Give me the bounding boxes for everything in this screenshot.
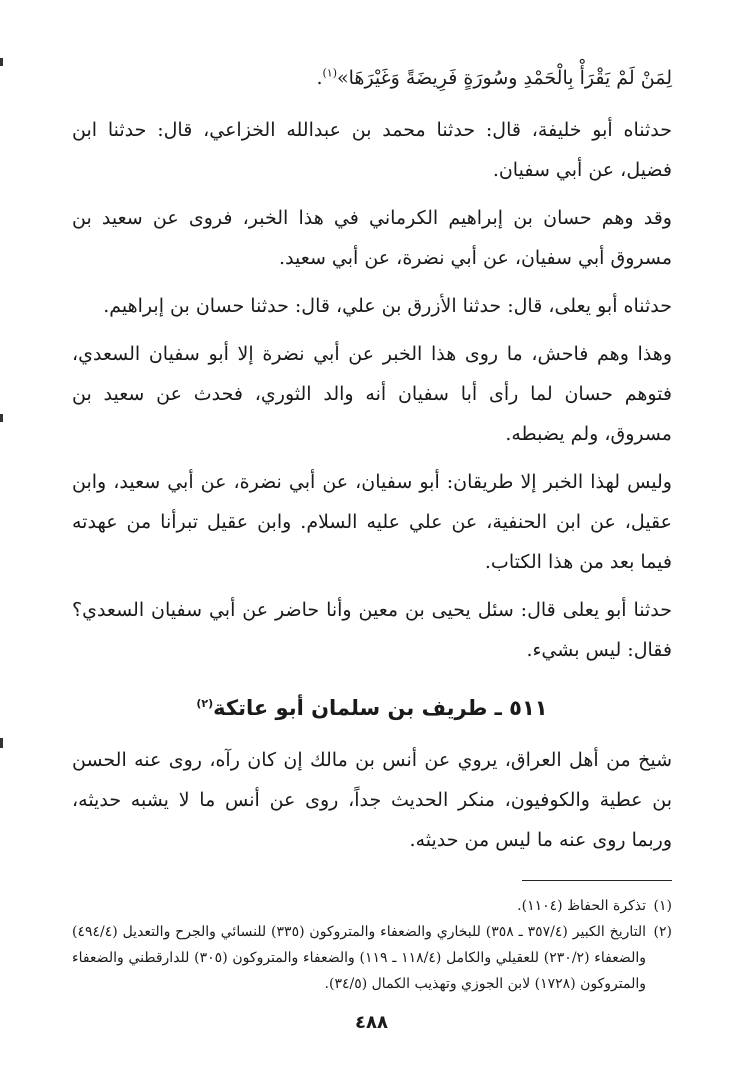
footnotes xyxy=(72,893,672,997)
paragraph-1 xyxy=(72,58,672,98)
paragraph-4: حدثناه أبو يعلى، قال: حدثنا الأزرق بن علي، قال: حدثنا حسان بن إبراهيم. xyxy=(103,295,672,317)
paragraph-3: وقد وهم حسان بن إبراهيم الكرماني في هذا الخبر، فروى عن سعيد بن مسروق أبي سفيان، عن أبي نضرة، عن أبي سعيد. xyxy=(72,207,672,269)
footnote-text: تذكرة الحفاظ (١١٠٤). xyxy=(517,898,646,914)
section-heading-text: ٥١١ ـ طريف بن سلمان أبو عاتكة xyxy=(213,696,548,720)
footnote-item-2 xyxy=(72,919,672,997)
paragraph-2: حدثناه أبو خليفة، قال: حدثنا محمد بن عبدالله الخزاعي، قال: حدثنا ابن فضيل، عن أبي سفيان. xyxy=(72,119,672,181)
footnote-text: التاريخ الكبير (٣٥٧/٤ ـ ٣٥٨) للبخاري والضعفاء والمتروكون (٣٣٥) للنسائي والجرح والتعديل (٤٩٤/٤) والضعفاء (٢٣٠/٢) للعقيلي والكامل (١١٨/٤ ـ ١١٩) والضعفاء والمتروكون (٣٠٥) للدارقطني والضعفاء والمتروكون (١٧٢٨) لابن الجوزي وتهذيب الكمال (٣٤/٥). xyxy=(72,924,646,992)
paragraph-7: حدثنا أبو يعلى قال: سئل يحيى بن معين وأنا حاضر عن أبي سفيان السعدي؟ فقال: ليس بشيء. xyxy=(72,599,672,661)
paragraph-5: وهذا وهم فاحش، ما روى هذا الخبر عن أبي نضرة إلا أبو سفيان السعدي، فتوهم حسان لما رأى أبا سفيان أنه والد الثوري، فحدث عن سعيد بن مسروق، ولم يضبطه. xyxy=(72,343,672,445)
footnote-number: (٢) xyxy=(653,924,672,940)
scan-edge-mark-middle xyxy=(0,414,3,422)
footnote-ref-1[interactable]: (١) xyxy=(322,66,338,80)
paragraph-6: وليس لهذا الخبر إلا طريقان: أبو سفيان، عن أبي نضرة، عن أبي سعيد، وابن عقيل، عن ابن الحنفية، عن علي عليه السلام. وابن عقيل تبرأنا من عهدته فيما بعد من هذا الكتاب. xyxy=(72,471,672,573)
page-body xyxy=(72,58,672,997)
section-heading xyxy=(72,686,672,730)
section-body: شيخ من أهل العراق، يروي عن أنس بن مالك إن كان رآه، روى عنه الحسن بن عطية والكوفيون، منكر الحديث جداً، روى عن أنس ما لا يشبه حديثه، وربما روى عنه ما ليس من حديثه. xyxy=(72,749,672,851)
scan-edge-mark-bottom xyxy=(0,738,3,748)
paragraph-1-suffix: . xyxy=(316,67,323,89)
footnote-ref-2[interactable]: (٢) xyxy=(196,697,214,710)
footnote-item-1 xyxy=(72,893,672,919)
footnote-number: (١) xyxy=(653,898,672,914)
paragraph-1-text: لِمَنْ لَمْ يَقْرَأْ بِالْحَمْدِ وسُورَةٍ فَرِيضَةً وَغَيْرَهَا» xyxy=(337,67,672,89)
scan-edge-mark-top xyxy=(0,58,3,66)
footnote-divider xyxy=(522,880,672,881)
page-number: ٤٨٨ xyxy=(355,1012,388,1033)
